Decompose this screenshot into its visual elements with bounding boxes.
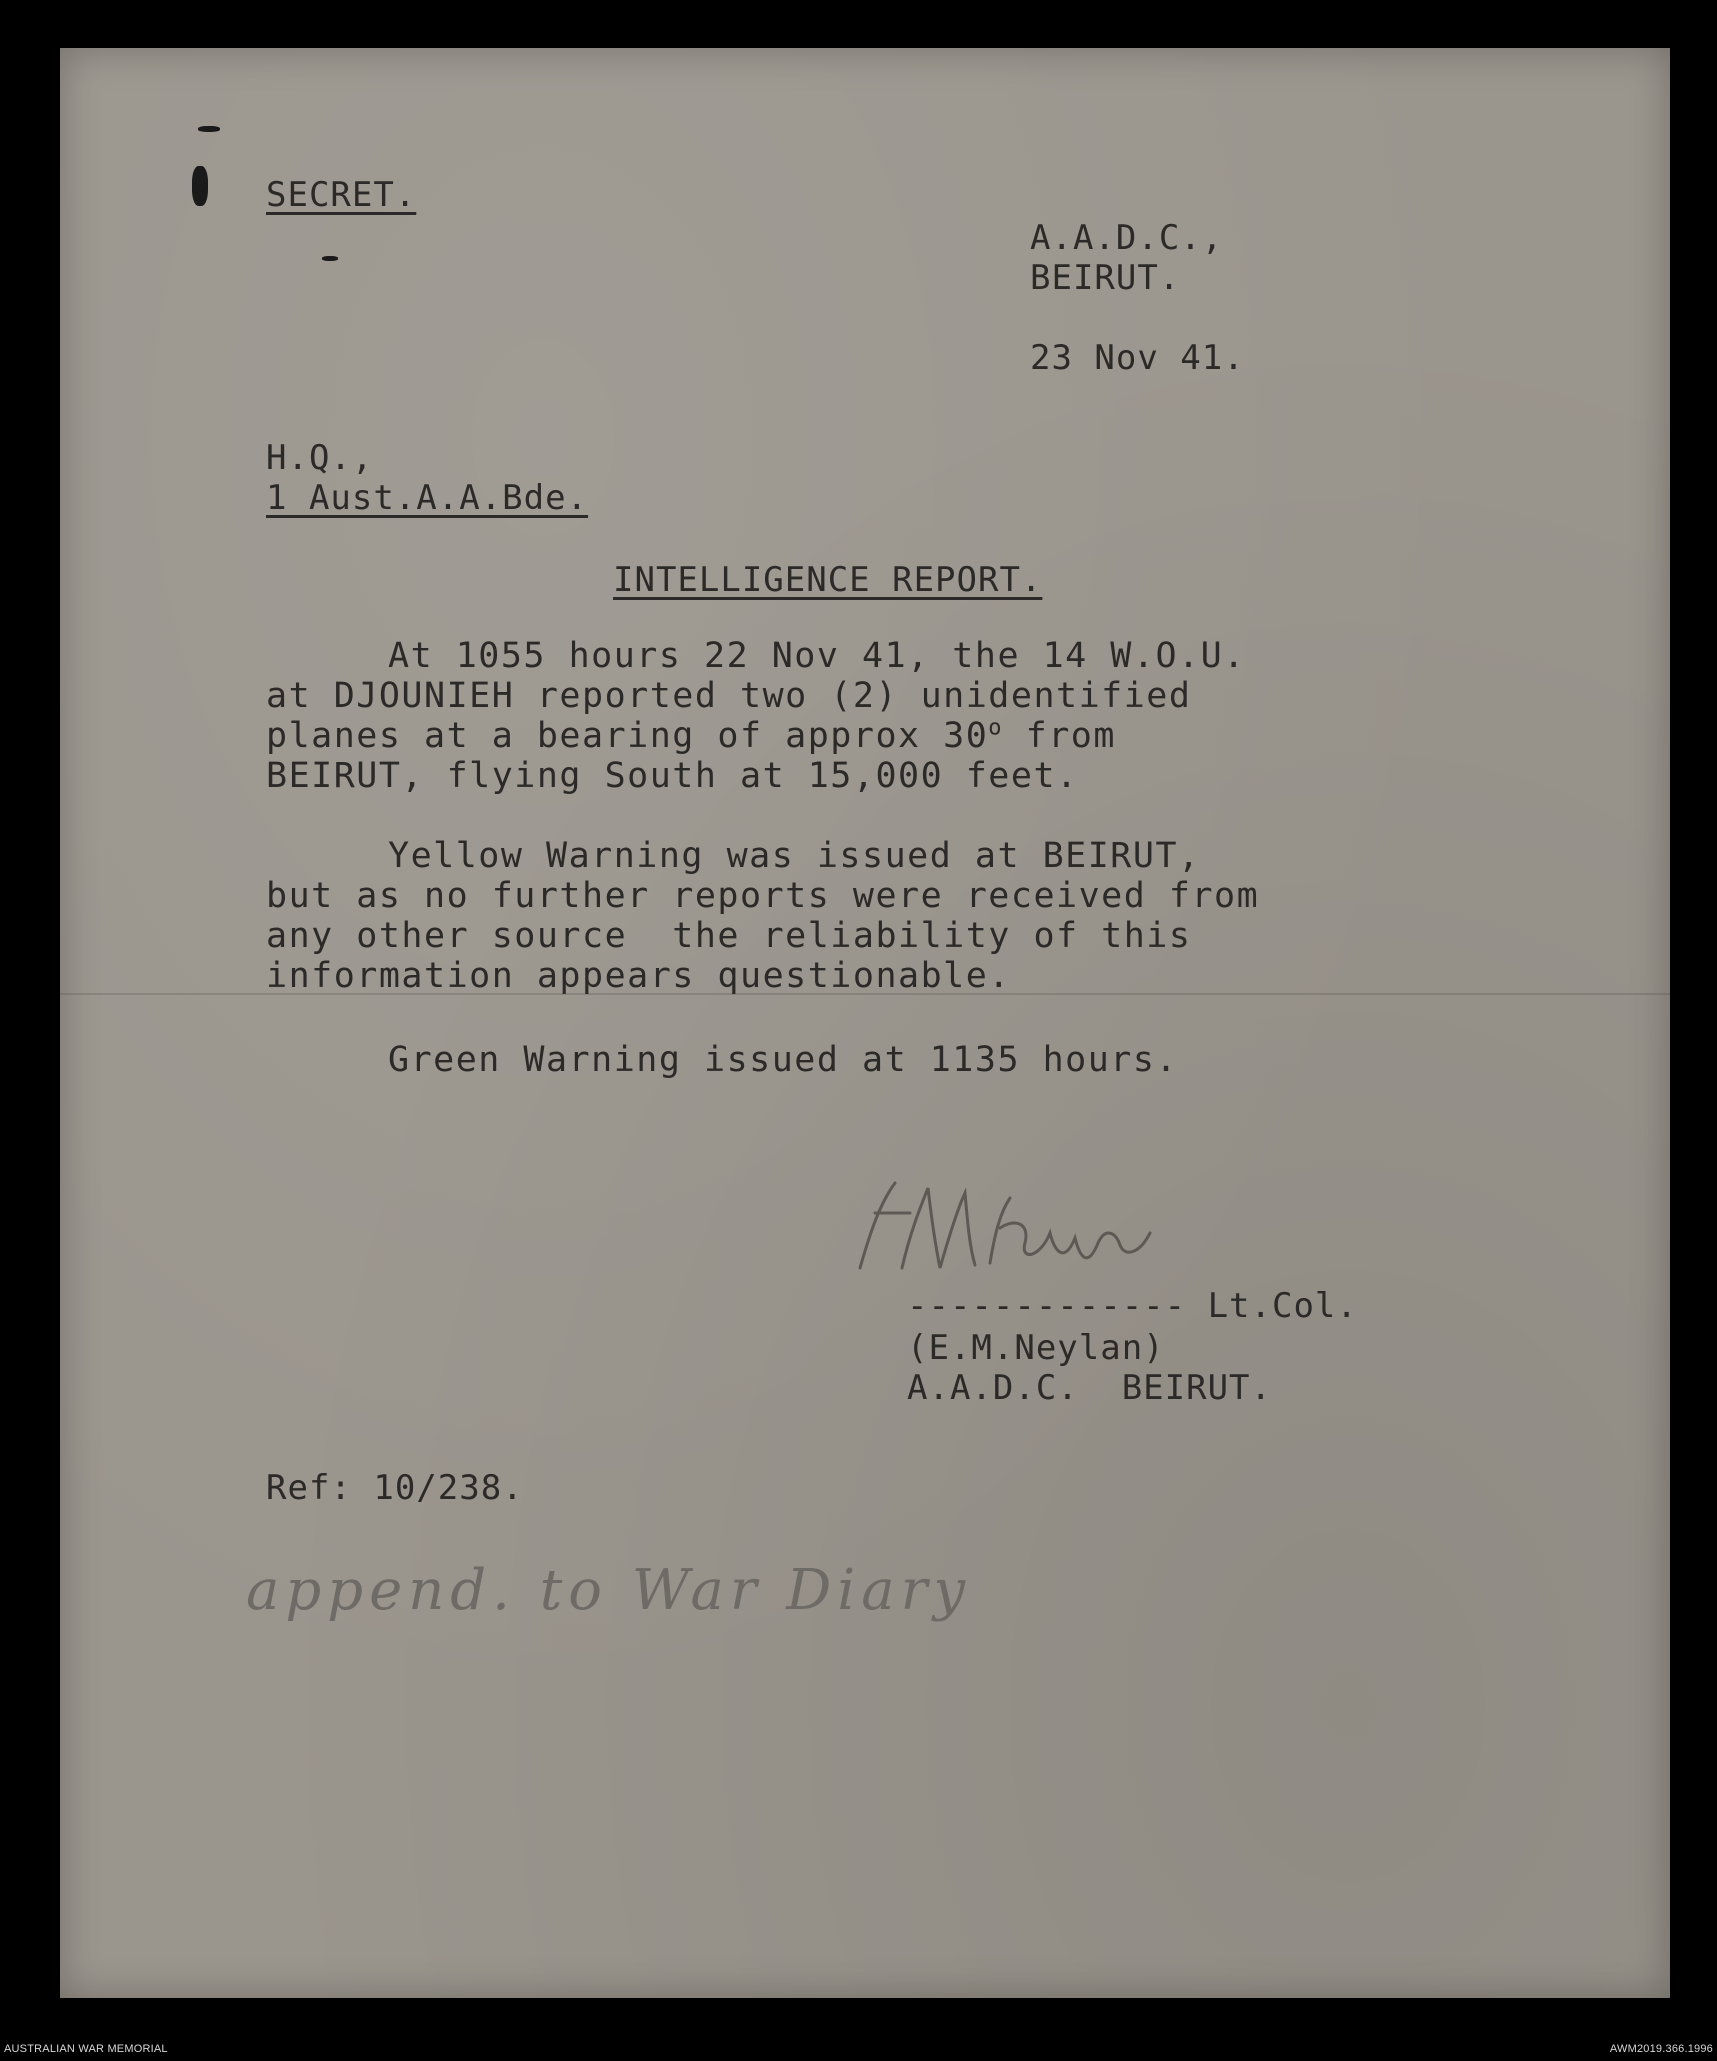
document-date: 23 Nov 41. — [1030, 338, 1245, 378]
from-location: BEIRUT. — [1030, 258, 1181, 298]
para1-line3-text: planes at a bearing of approx 30 — [266, 716, 989, 756]
para1-line3-tail: from — [1003, 716, 1116, 756]
footer-left-credit: AUSTRALIAN WAR MEMORIAL — [4, 2043, 168, 2055]
para3-line: Green Warning issued at 1135 hours. — [388, 1040, 1179, 1080]
punch-hole-mark — [322, 256, 338, 261]
signatory-title: A.A.D.C. BEIRUT. — [907, 1368, 1272, 1408]
classification-label: SECRET. — [266, 175, 417, 215]
punch-hole-mark — [198, 126, 220, 132]
degree-symbol: o — [988, 715, 1004, 741]
from-unit: A.A.D.C., — [1030, 218, 1224, 258]
addressee-line-1: H.Q., — [266, 438, 374, 478]
para1-line2: at DJOUNIEH reported two (2) unidentified — [266, 676, 1192, 716]
para1-line3 — [266, 716, 1116, 756]
para2-line2: but as no further reports were received from — [266, 876, 1260, 916]
footer-right-id: AWM2019.366.1996 — [1609, 2043, 1713, 2055]
report-title: INTELLIGENCE REPORT. — [613, 560, 1043, 600]
addressee-line-2: 1 Aust.A.A.Bde. — [266, 478, 589, 518]
para1-line1: At 1055 hours 22 Nov 41, the 14 W.O.U. — [388, 636, 1246, 676]
para2-line3: any other source the reliability of this — [266, 916, 1192, 956]
reference-number: Ref: 10/238. — [266, 1468, 524, 1508]
para2-line1: Yellow Warning was issued at BEIRUT, — [388, 836, 1201, 876]
para1-line4: BEIRUT, flying South at 15,000 feet. — [266, 756, 1079, 796]
signatory-name: (E.M.Neylan) — [907, 1328, 1165, 1368]
handwritten-note: append. to War Diary — [246, 1558, 972, 1623]
para2-line4: information appears questionable. — [266, 956, 1011, 996]
signature-line: ------------- Lt.Col. — [907, 1286, 1358, 1326]
document-page — [60, 48, 1670, 1998]
handwritten-signature — [840, 1173, 1170, 1283]
punch-hole — [192, 166, 208, 206]
